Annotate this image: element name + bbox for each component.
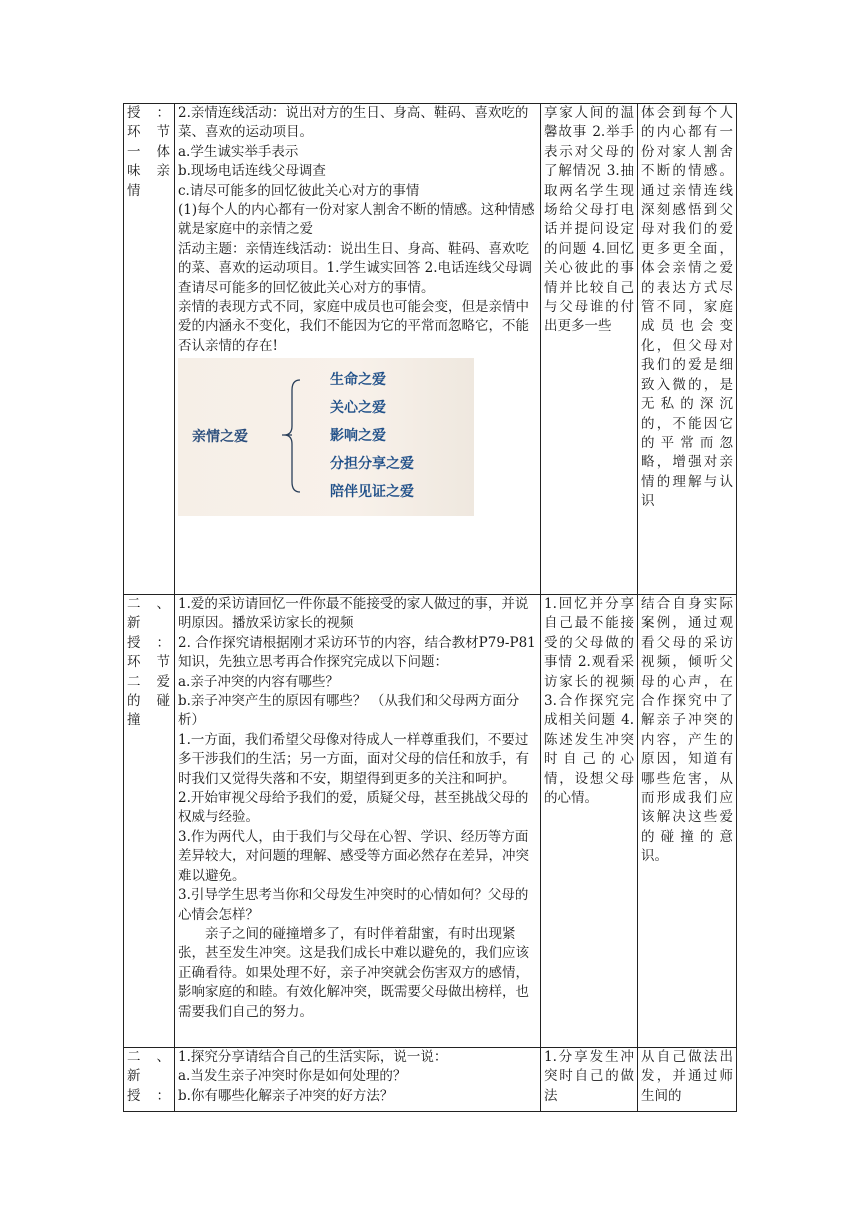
stage-cell (124, 1048, 175, 1112)
content-paragraph: 活动主题：亲情连线活动：说出生日、身高、鞋码、喜欢吃的菜、喜欢的运动项目。1.学生诚实回答 2.电话连线父母调查请尽可能多的回忆彼此关心对方的事情。 (178, 240, 533, 296)
mindmap-leaf: 生命之爱 (330, 372, 386, 389)
student-activity-text: 1.回忆并分享自己最不能接受的父母做的事情 2.观看采访家长的视频 3.合作探究完成相关问题 4.陈述发生冲突时自己的心情，设想父母的心情。 (544, 596, 634, 807)
content-paragraph: (1)每个人的内心都有一份对家人割舍不断的情感。这种情感就是家庭中的亲情之爱 (178, 202, 535, 238)
design-intent-text: 体会到每个人的内心都有一份对家人割舍不断的情感。通过亲情连线深刻感悟到父母对我们的爱更多更全面，体会亲情之爱的表达方式尽管不同，家庭成员也会变化，但父母对我们的爱是细致入微的，是无私的深沉的，不能因它的平常而忽略，增强对亲情的理解与认识 (641, 105, 733, 510)
content-paragraph: 1.一方面，我们希望父母像对待成人一样尊重我们，不要过多干涉我们的生活；另一方面，面对父母的信任和放手，有时我们又觉得失落和不安，期望得到更多的关注和呵护。 (178, 731, 529, 787)
stage-line: 味 亲 (127, 163, 171, 180)
content-paragraph: 3.作为两代人，由于我们与父母在心智、学识、经历等方面差异较大，对问题的理解、感受等方面必然存在差异，冲突难以避免。 (178, 828, 529, 884)
content-cell (175, 104, 541, 595)
stage-line: 二 爱 (127, 673, 171, 690)
stage-cell (124, 104, 175, 595)
stage-line: 二 、 (127, 1049, 171, 1065)
table-row (124, 1048, 737, 1112)
stage-line: 新 (127, 615, 142, 632)
stage-line: 一 体 (127, 143, 171, 160)
design-intent-cell (638, 1048, 737, 1112)
mindmap-root: 亲情之爱 (192, 429, 248, 446)
content-paragraph: a.亲子冲突的内容有哪些？ (178, 673, 339, 690)
mindmap-leaf: 陪伴见证之爱 (330, 484, 414, 501)
stage-line: 环 节 (127, 124, 171, 141)
table-row (124, 104, 737, 595)
design-intent-cell (638, 595, 737, 1048)
content-paragraph: 亲子之间的碰撞增多了，有时伴着甜蜜，有时出现紧张，甚至发生冲突。这是我们成长中难以避免的，我们应该正确看待。如果处理不好，亲子冲突就会伤害双方的感情，影响家庭的和睦。有效化解冲突，既需要父母做出榜样，也需要我们自己的努力。 (178, 925, 529, 1020)
stage-line: 的 碰 (127, 693, 171, 710)
stage-line: 环 节 (127, 654, 171, 671)
stage-line: 授： (127, 1087, 171, 1104)
stage-line: 新 (127, 1068, 142, 1085)
content-cell (175, 595, 541, 1048)
table-row (124, 595, 737, 1048)
content-paragraph: a.学生诚实举手表示 (178, 143, 299, 160)
stage-cell (124, 595, 175, 1048)
content-paragraph: 1.爱的采访请回忆一件你最不能接受的家人做过的事，并说明原因。播放采访家长的视频 (178, 596, 529, 632)
content-paragraph: b.现场电话连线父母调查 (178, 163, 326, 180)
stage-line: 二 、 (127, 596, 171, 612)
content-cell (175, 1048, 541, 1112)
stage-line: 撞 (127, 712, 142, 729)
content-paragraph: b.你有哪些化解亲子冲突的好方法？ (178, 1087, 394, 1104)
student-activity-cell (541, 1048, 638, 1112)
design-intent-cell (638, 104, 737, 595)
stage-line: 授： (127, 105, 171, 121)
design-intent-text: 从自己做法出发，并通过师生间的 (641, 1049, 733, 1104)
student-activity-cell (541, 595, 638, 1048)
content-paragraph: 3.引导学生思考当你和父母发生冲突时的心情如何？父母的心情会怎样？ (178, 887, 529, 923)
content-paragraph: c.请尽可能多的回忆彼此关心对方的事情 (178, 182, 420, 199)
lesson-plan-table (123, 103, 737, 1112)
stage-line: 情 (127, 182, 142, 199)
student-activity-cell (541, 104, 638, 595)
student-activity-text: 享家人间的温馨故事 2.举手表示对父母的了解情况 3.抽取两名学生现场给父母打电话并提问设定的问题 4.回忆关心彼此的事情并比较自己与父母谁的付出更多一些 (544, 105, 634, 335)
mindmap-leaf: 影响之爱 (330, 428, 386, 445)
stage-line: 授： (127, 634, 171, 651)
design-intent-text: 结合自身实际案例，通过观看父母的采访视频，倾听父母的心声，在合作探究中了解亲子冲突的内容，产生的原因，知道有哪些危害，从而形成我们应该解决这些爱的碰撞的意识。 (641, 596, 733, 865)
content-paragraph: 2.亲情连线活动：说出对方的生日、身高、鞋码、喜欢吃的菜、喜欢的运动项目。 (178, 105, 529, 141)
content-paragraph: 2. 合作探究请根据刚才采访环节的内容，结合教材P79-P81知识，先独立思考再合作探究完成以下问题： (178, 634, 536, 671)
content-paragraph: a.当发生亲子冲突时你是如何处理的？ (178, 1068, 407, 1085)
love-mindmap-image (178, 358, 474, 516)
student-activity-text: 1.分享发生冲突时自己的做法 (544, 1049, 634, 1104)
mindmap-leaf: 关心之爱 (330, 400, 386, 417)
content-paragraph: 1.探究分享请结合自己的生活实际，说一说： (178, 1049, 448, 1065)
content-paragraph: b.亲子冲突产生的原因有哪些？ （从我们和父母两方面分析） (178, 693, 520, 729)
mindmap-leaf: 分担分享之爱 (330, 456, 414, 473)
content-paragraph: 亲情的表现方式不同，家庭中成员也可能会变，但是亲情中爱的内涵永不变化，我们不能因为它的平常而忽略它，不能否认亲情的存在! (178, 299, 529, 354)
content-paragraph: 2.开始审视父母给予我们的爱，质疑父母，甚至挑战父母的权威与经验。 (178, 790, 529, 826)
